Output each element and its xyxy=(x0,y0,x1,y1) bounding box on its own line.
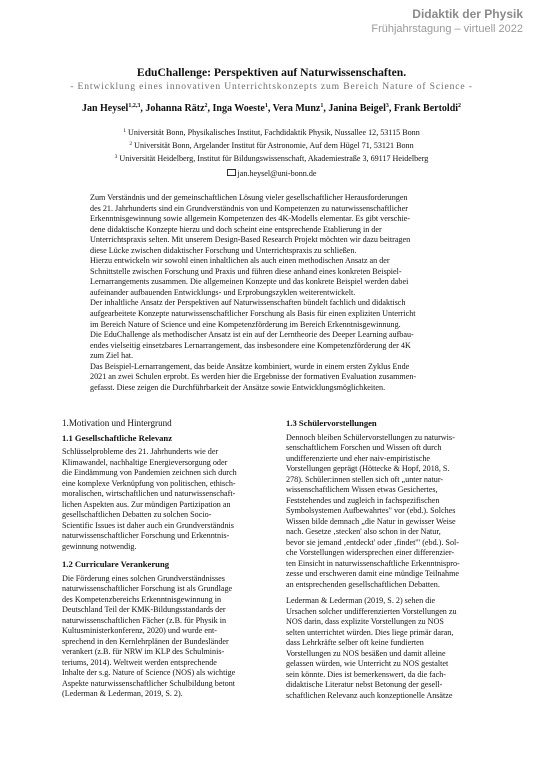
paragraph xyxy=(62,447,272,552)
text-line: Wissen bilde demnach „die Natur in gewisser Weise xyxy=(286,516,456,526)
text-line: Zum Verständnis und der gemeinschaftlichen Lösung vieler gesellschaftlicher Herausforderungen xyxy=(90,193,408,202)
text-line: des Kompetenzbereichs Erkenntnisgewinnung in xyxy=(62,594,222,604)
paragraph xyxy=(286,596,486,701)
text-line: an entsprechenden gesellschaftlichen Debatten. xyxy=(286,579,440,589)
text-line: diese Lücke zwischen didaktischer Forschung und Unterrichtspraxis zu schließen. xyxy=(90,245,357,255)
text-line: Der inhaltliche Ansatz der Perspektiven auf Naturwissenschaften bündelt fachlich und didaktisch xyxy=(90,298,406,308)
text-line: zum Ziel hat. xyxy=(90,351,134,361)
text-line: eine komplexe Verknüpfung von politischen, ethisch- xyxy=(62,478,236,488)
text-line: teriums, 2014). Weltweit werden entsprechende xyxy=(62,657,217,667)
text-line: Deutschland Teil der KMK-Bildungsstandards der xyxy=(62,605,226,614)
email-link[interactable]: jan.heysel@uni-bonn.de xyxy=(237,169,317,178)
text-line: Inhalte der s.g. Nature of Science (NOS) als wichtige xyxy=(62,668,236,677)
text-line: Symbolsystemen Aufbewahrtes" vor (ebd.). Solches xyxy=(286,506,456,515)
paragraph xyxy=(62,574,272,700)
section-heading: 1.Motivation und Hintergrund xyxy=(62,418,172,428)
envelope-icon xyxy=(227,169,236,176)
text-line: zesse und erschweren damit eine mündige Teilnahme xyxy=(286,569,460,578)
affiliation: $^3$ Universität Heidelberg, Institut für Bildungswissenschaft, Akademiestraße 3, 69117 Heidelberg xyxy=(114,153,429,163)
text-line: im Bereich Nature of Science und eine Kompetenzförderung im Bereich Erkenntnisgewinnung. xyxy=(90,319,401,329)
text-line: endes vielseitig einsetzbares Lernarrangement, das insbesondere eine Kompetenzförderung der 4K xyxy=(90,340,411,350)
abstract-paragraph xyxy=(90,298,456,330)
abstract-paragraph xyxy=(90,330,456,362)
text-line: senschaftlichem Forschen und Wissen oft durch xyxy=(286,443,442,452)
text-line: moralischen, wirtschaftlichen und naturwissenschaft- xyxy=(62,489,236,498)
subsection-heading: 1.2 Curriculare Verankerung xyxy=(62,559,170,569)
text-line: Lederman & Lederman (2019, S. 2) sehen die xyxy=(286,596,436,605)
text-line: 2021 an zwei Schulen erprobt. Es werden hier die Ergebnisse der formativen Evaluation zusammen- xyxy=(90,372,417,382)
text-line: lichen Aspekten aus. Zur mündigen Partizipation an xyxy=(62,499,231,509)
text-line: Erkenntnisgewinnung sowie allgemein Kompetenzen des 4K-Modells elementar. Es gibt verschie- xyxy=(90,214,410,224)
contact-email xyxy=(0,169,543,178)
text-line: Kultusministerkonferenz, 2020) und wurde ent- xyxy=(62,626,218,635)
text-line: die Eindämmung von Pandemien zeichnen sich durch xyxy=(62,468,237,477)
text-line: Vorstellungen zu NOS besäßen und damit alleine xyxy=(286,648,446,658)
text-line: undifferenzierte und eher naiv-empiristische xyxy=(286,453,431,463)
text-line: Dennoch bleiben Schülervorstellungen zu naturwis- xyxy=(286,432,455,442)
author-list: Jan Heysel$^{1,2,3}$, Johanna Rätz$^2$, Inga Woeste$^1$, Vera Munz$^1$, Janina Beigel$^3$, Frank Bertoldi$^2$ xyxy=(81,103,462,114)
text-line: naturwissenschaftlicher Forschung und Erkenntnis- xyxy=(62,531,230,540)
affiliations xyxy=(0,126,543,164)
abstract-paragraph xyxy=(90,256,456,298)
text-line: des 21. Jahrhunderts sind ein Grundverständnis von und Kompetenzen zu naturwissenschaftlicher xyxy=(90,203,408,213)
text-line: ten Einsicht in naturwissenschaftliche Erkenntnispro- xyxy=(286,558,460,568)
text-line: dass Lehrkräfte selber oft keine fundierten xyxy=(286,638,424,647)
left-column xyxy=(62,418,272,706)
text-line: naturwissenschaftlicher Forschung ist als Grundlage xyxy=(62,584,233,593)
abstract-paragraph xyxy=(90,193,456,256)
author: Frank Bertoldi$^2$ xyxy=(393,103,462,114)
text-line: Aspekte naturwissenschaftlicher Schulbildung betont xyxy=(62,678,236,688)
author: Janina Beigel$^3$ xyxy=(328,103,389,114)
text-line: naturwissenschaftlichen Fächer (z.B. für Physik in xyxy=(62,615,227,625)
conference-name: Frühjahrstagung – virtuell 2022 xyxy=(371,23,523,35)
text-line: nach. Gesetze ‚stecken' also schon in der Natur, xyxy=(286,527,441,536)
text-line: Klimawandel, nachhaltige Energieversorgung oder xyxy=(62,457,228,467)
author: Inga Woeste$^1$ xyxy=(212,103,268,114)
text-line: wissenschaftlichem Wissen etwas Gesichertes, xyxy=(286,485,438,494)
text-line: Das Beispiel-Lernarrangement, das beide Ansätze kombiniert, wurde in einem ersten Zyklus Ende xyxy=(90,361,410,371)
text-line: Scientific Issues ist daher auch ein Grundverständnis xyxy=(62,520,234,530)
text-line: schaftlichen Relevanz auch konzeptionelle Ansätze xyxy=(286,690,453,700)
abstract xyxy=(90,193,456,393)
text-line: aufgearbeitete Konzepte naturwissenschaftlicher Forschung als Basis für einen expliziten Unterricht xyxy=(90,309,416,319)
text-line: aufeinander aufbauenden Entwicklungs- und Erprobungszyklen weiterentwickelt. xyxy=(90,287,356,297)
affiliation: $^2$ Universität Bonn, Argelander Institut für Astronomie, Auf dem Hügel 71, 53121 Bonn xyxy=(129,140,414,150)
text-line: dene didaktische Konzepte hierzu und doch scheint eine entsprechende Etablierung in der xyxy=(90,224,382,234)
right-column xyxy=(286,418,486,707)
author: Vera Munz$^1$ xyxy=(272,103,324,114)
text-line: didaktische Literatur nebst Betonung der gesell- xyxy=(286,680,443,689)
paper-title: EduChallenge: Perspektiven auf Naturwissenschaften. xyxy=(136,66,407,79)
subsection-heading: 1.1 Gesellschaftliche Relevanz xyxy=(62,432,173,443)
author: Johanna Rätz$^2$ xyxy=(145,103,208,114)
text-line: gefasst. Diese zeigen die Durchführbarkeit der Ansätze sowie Entwicklungsmöglichkeiten. xyxy=(90,382,386,392)
text-line: (Lederman & Lederman, 2019, S. 2). xyxy=(62,689,183,698)
paper-subtitle: - Entwicklung eines innovativen Unterrichtskonzepts zum Bereich Nature of Science - xyxy=(70,81,473,92)
text-line: Unterrichtspraxis selten. Mit unserem Design-Based Research Projekt möchten wir dazu beitragen xyxy=(90,235,411,245)
text-line: che Vorstellungen widersprechen einer differenzier- xyxy=(286,548,455,557)
text-line: gewinnung notwendig. xyxy=(62,541,137,551)
text-line: Lernarrangements zusammen. Die allgemeinen Konzepte und das konkrete Beispiel werden dabei xyxy=(90,277,409,287)
text-line: Vorstellungen geprägt (Höttecke & Hopf, 2018, S. xyxy=(286,464,450,473)
abstract-paragraph xyxy=(90,362,456,394)
subsection-heading: 1.3 Schülervorstellungen xyxy=(286,418,377,428)
text-line: selten unterrichtet würden. Dies liege primär daran, xyxy=(286,627,454,637)
affiliation: $^1$ Universität Bonn, Physikalisches Institut, Fachdidaktik Physik, Nussallee 12, 53115 Bonn xyxy=(123,128,420,137)
text-line: NOS darin, dass explizite Vorstellungen zu NOS xyxy=(286,617,444,626)
text-line: Hierzu entwickeln wir sowohl einen inhaltlichen als auch einen methodischen Ansatz an der xyxy=(90,256,390,266)
text-line: Feststehendes und zugleich in fachspezifischen xyxy=(286,495,440,505)
text-line: Schnittstelle zwischen Forschung und Praxis und führen diese anhand eines konkreten Beispiel- xyxy=(90,266,402,276)
text-line: Schlüsselprobleme des 21. Jahrhunderts wie der xyxy=(62,447,219,456)
running-header xyxy=(371,7,523,35)
text-line: 278). Schüler:innen stellen sich oft „unter natur- xyxy=(286,474,444,484)
text-line: Die EduChallenge als methodischer Ansatz ist ein auf der Lerntheorie des Deeper Learning aufbau- xyxy=(90,330,414,340)
text-line: gesellschaftlichen Debatten zu solchen Socio- xyxy=(62,510,212,519)
text-line: bevor sie jemand ‚entdeckt' oder ‚findet'" (ebd.). Sol- xyxy=(286,537,459,547)
paragraph xyxy=(286,433,486,591)
text-line: Die Förderung eines solchen Grundverständnisses xyxy=(62,573,225,583)
text-line: sein könnte. Dies ist bemerkenswert, da die fach- xyxy=(286,669,446,679)
text-line: Ursachen solcher undifferenzierten Vorstellungen zu xyxy=(286,606,457,616)
author: Jan Heysel$^{1,2,3}$ xyxy=(81,103,141,114)
text-line: sprechend in den Kernlehrplänen der Bundesländer xyxy=(62,636,229,646)
text-line: gelassen würden, wie Unterricht zu NOS gestaltet xyxy=(286,659,449,668)
text-line: verankert (z.B. für NRW im KLP des Schulminis- xyxy=(62,647,225,656)
journal-name: Didaktik der Physik xyxy=(412,7,523,21)
